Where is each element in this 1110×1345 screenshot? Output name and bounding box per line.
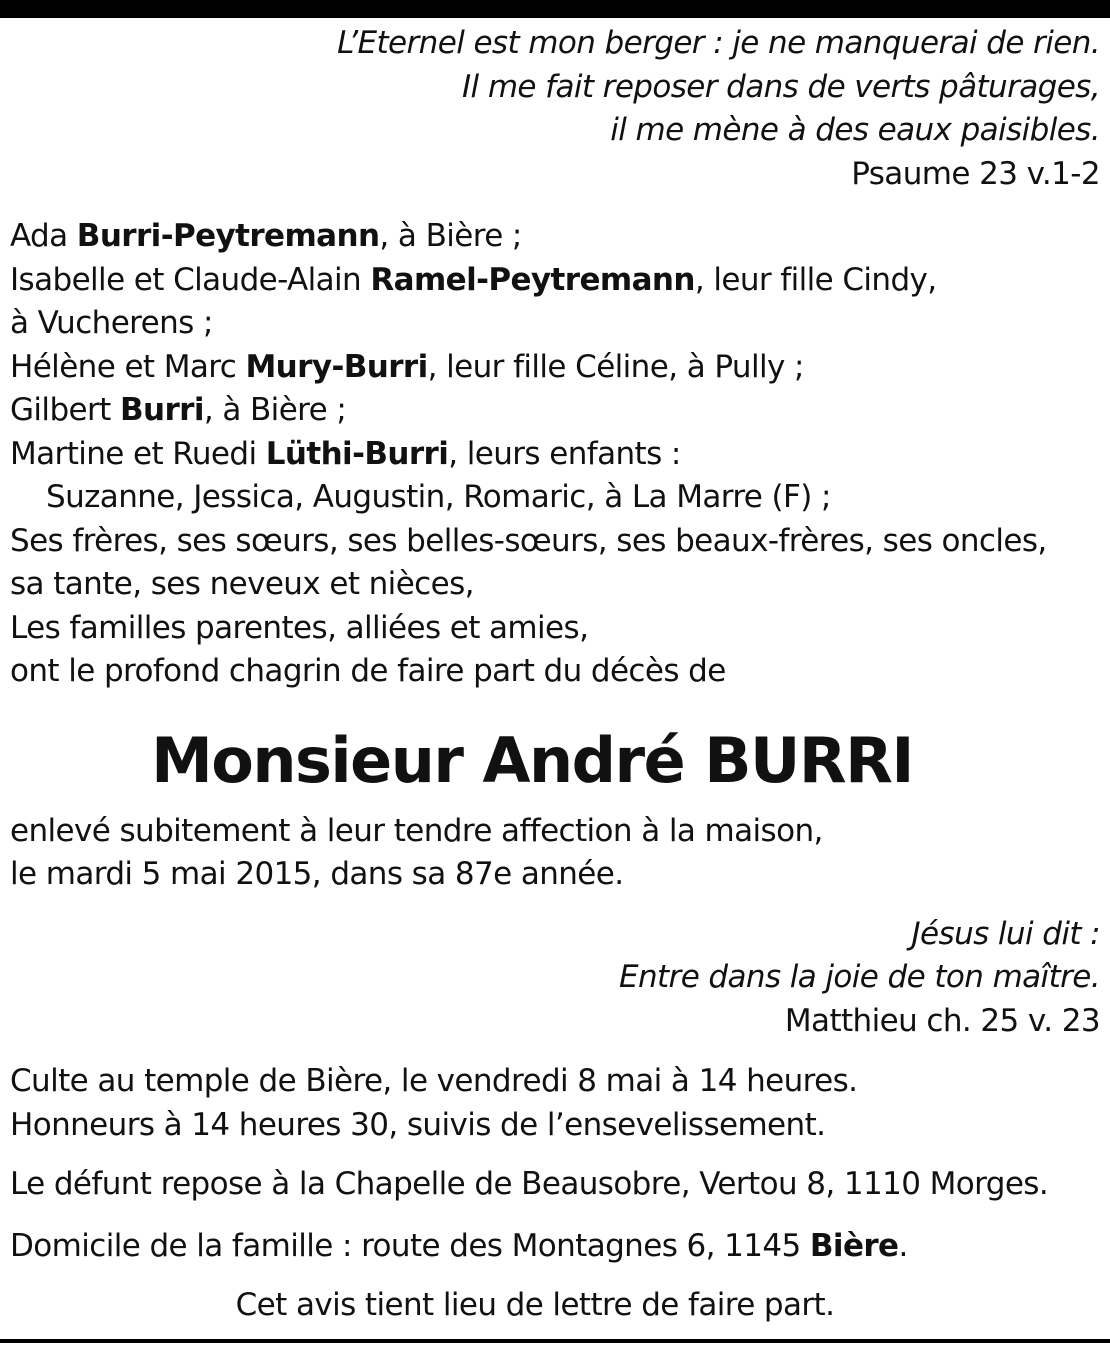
domicile-town: Bière xyxy=(809,1227,899,1264)
mourner-surname: Lüthi-Burri xyxy=(265,435,449,472)
mourners-list xyxy=(10,215,1100,694)
domicile-address: Domicile de la famille : route des Montagnes 6, 1145 xyxy=(10,1227,810,1264)
mourner-surname: Burri xyxy=(119,392,204,428)
mourner-surname: Ramel-Peytremann xyxy=(370,261,695,298)
domicile-period: . xyxy=(898,1227,908,1264)
mourner-location: , leur fille Céline, à Pully ; xyxy=(427,348,804,385)
mourner-line xyxy=(10,389,1100,433)
matthew-reference: Matthieu ch. 25 v. 23 xyxy=(784,1002,1100,1039)
family-domicile xyxy=(10,1225,1100,1269)
death-line-2: le mardi 5 mai 2015, dans sa 87e année. xyxy=(10,856,624,892)
repose-location: Le défunt repose à la Chapelle de Beausobre, Vertou 8, 1110 Morges. xyxy=(10,1166,1049,1202)
service-details xyxy=(10,1060,1100,1147)
service-line-2: Honneurs à 14 heures 30, suivis de l’ensevelissement. xyxy=(10,1106,826,1143)
mourner-line: à Vucherens ; xyxy=(10,305,213,341)
psalm-line-3: il me mène à des eaux paisibles. xyxy=(610,112,1100,148)
mourner-first-names: Ada xyxy=(10,218,77,254)
matthew-epigraph xyxy=(10,913,1100,1044)
mourner-line xyxy=(10,433,1100,477)
mourner-line: sa tante, ses neveux et nièces, xyxy=(10,566,474,602)
psalm-line-2: Il me fait reposer dans de verts pâturages, xyxy=(462,68,1100,105)
closing-note: Cet avis tient lieu de lettre de faire part. xyxy=(235,1287,835,1323)
matthew-line-1: Jésus lui dit : xyxy=(911,915,1100,952)
mourner-surname: Burri-Peytremann xyxy=(76,218,380,254)
mourner-line: Suzanne, Jessica, Augustin, Romaric, à La Marre (F) ; xyxy=(46,479,831,515)
death-line-1: enlevé subitement à leur tendre affection à la maison, xyxy=(10,812,823,849)
mourner-location: , à Bière ; xyxy=(379,218,522,254)
psalm-line-1: L’Eternel est mon berger : je ne manquerai de rien. xyxy=(337,25,1100,61)
mourner-location: , leurs enfants : xyxy=(448,435,681,472)
mourner-first-names: Hélène et Marc xyxy=(10,348,246,385)
deceased-name: Monsieur André BURRI xyxy=(151,723,913,797)
mourner-first-names: Isabelle et Claude-Alain xyxy=(10,261,371,298)
matthew-line-2: Entre dans la joie de ton maître. xyxy=(618,959,1100,995)
announcement-line: ont le profond chagrin de faire part du décès de xyxy=(10,653,726,689)
mourner-line: Les familles parentes, alliées et amies, xyxy=(10,609,589,646)
mourner-first-names: Gilbert xyxy=(10,392,120,428)
mourner-line xyxy=(10,259,1100,303)
mourner-line xyxy=(10,346,1100,390)
mourner-line: Ses frères, ses sœurs, ses belles-sœurs, ses beaux-frères, ses oncles, xyxy=(10,522,1047,559)
top-border-rule xyxy=(0,0,1110,18)
psalm-epigraph xyxy=(10,22,1100,196)
service-line-1: Culte au temple de Bière, le vendredi 8 mai à 14 heures. xyxy=(10,1063,858,1099)
death-details xyxy=(10,810,1100,897)
mourner-surname: Mury-Burri xyxy=(245,348,428,385)
bottom-border-rule xyxy=(0,1339,1110,1343)
mourner-location: , à Bière ; xyxy=(203,392,347,428)
mourner-location: , leur fille Cindy, xyxy=(694,261,937,298)
mourner-line xyxy=(10,215,1100,259)
psalm-reference: Psaume 23 v.1-2 xyxy=(851,155,1100,192)
obituary-notice xyxy=(10,22,1100,1328)
mourner-first-names: Martine et Ruedi xyxy=(10,435,266,472)
